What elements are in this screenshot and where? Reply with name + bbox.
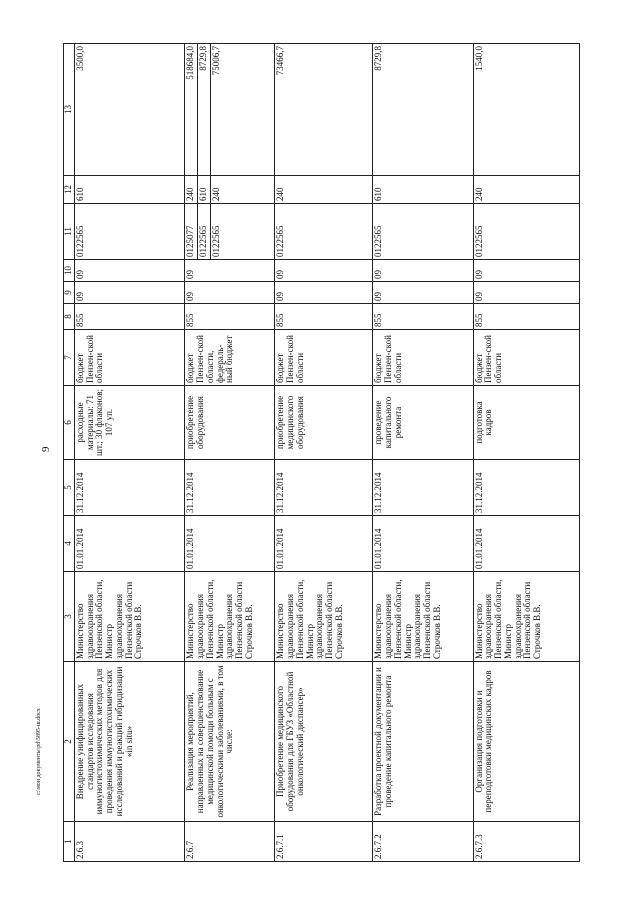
subsection-code: 09 (275, 260, 373, 282)
responsible-executor: Министерство здравоохранения Пензенской области, Министр здравоохранения Пензенской области Строчков В.В. (473, 572, 579, 662)
table-row (185, 44, 275, 862)
amount: 73466,7 (275, 46, 286, 76)
budget-code: 855 (275, 304, 373, 330)
amount: 8729,8 (373, 46, 384, 71)
subsection-code: 09 (75, 260, 185, 282)
target-article-code-cell (185, 204, 275, 260)
expense-type-code: 610 (197, 176, 210, 203)
expected-result: подготовка кадров (473, 386, 579, 460)
target-article-code: 0122565 (197, 204, 210, 259)
expense-type-code: 610 (373, 187, 384, 201)
budget-code: 855 (473, 304, 579, 330)
row-number: 2.6.7.1 (275, 822, 373, 862)
program-table-container (63, 44, 580, 862)
table-row (373, 44, 473, 862)
row-number: 2.6.7.2 (373, 822, 473, 862)
target-article-code: 0122565 (473, 225, 484, 257)
row-number: 2.6.7.3 (473, 822, 579, 862)
target-article-code-cell (473, 204, 579, 260)
responsible-executor: Министерство здравоохранения Пензенской области, Министр здравоохранения Пензенской области Строчков В.В. (373, 572, 473, 662)
target-article-code-cell (373, 204, 473, 260)
section-code: 09 (373, 282, 473, 304)
expense-type-code: 240 (185, 187, 196, 201)
column-header: 2 (64, 662, 75, 822)
amount: 3500,0 (75, 46, 85, 71)
target-article-code: 0122565 (210, 204, 223, 259)
expected-result: проведение капитального ремонта (373, 386, 473, 460)
start-date: 01.01.2014 (473, 516, 579, 572)
amount-cell (473, 44, 579, 176)
responsible-executor: Министерство здравоохранения Пензенской области, Министр здравоохранения Пензенской области Строчков В.В. (75, 572, 185, 662)
expense-type-code-cell (185, 176, 275, 204)
start-date: 01.01.2014 (75, 516, 185, 572)
end-date: 31.12.2014 (473, 460, 579, 516)
row-number: 2.6.3 (75, 822, 185, 862)
expense-type-code-cell (75, 176, 185, 204)
column-header: 3 (64, 572, 75, 662)
section-code: 09 (185, 282, 275, 304)
table-row (75, 44, 185, 862)
amount: 75006,7 (210, 44, 223, 175)
amount: 518684,0 (185, 46, 196, 80)
budget-code: 855 (185, 304, 275, 330)
page-number: 9 (40, 446, 52, 452)
amount-cell (373, 44, 473, 176)
budget-code: 855 (373, 304, 473, 330)
amount-cell (275, 44, 373, 176)
section-code: 09 (275, 282, 373, 304)
budget-code: 855 (75, 304, 185, 330)
file-path-footer: c:\мои документы\pd\5895-ш.docx (36, 708, 42, 795)
target-article-code: 0122565 (275, 225, 286, 257)
column-header: 9 (64, 282, 75, 304)
funding-source: бюджет Пензен-ской области, федераль-ный бюджет (185, 330, 275, 386)
responsible-executor: Министерство здравоохранения Пензенской области, Министр здравоохранения Пензенской области Строчков В.В. (185, 572, 275, 662)
column-header: 1 (64, 822, 75, 862)
expected-result: расходные материалы: 71 шт.; 30 флаконов; 107 уп. (75, 386, 185, 460)
event-name: Приобретение медицинского оборудования для ГБУЗ «Областной онкологический диспансер» (275, 662, 373, 822)
section-code: 09 (75, 282, 185, 304)
target-article-code: 0122565 (373, 225, 384, 257)
target-article-code-cell (275, 204, 373, 260)
column-header: 5 (64, 460, 75, 516)
end-date: 31.12.2014 (185, 460, 275, 516)
end-date: 31.12.2014 (275, 460, 373, 516)
target-article-code: 0122565 (75, 225, 85, 257)
funding-source: бюджет Пензен-ской области (373, 330, 473, 386)
funding-source: бюджет Пензен-ской области (473, 330, 579, 386)
funding-source: бюджет Пензен-ской области (75, 330, 185, 386)
amount-cell (185, 44, 275, 176)
column-header: 6 (64, 386, 75, 460)
expected-result: приобретение медицинского оборудования (275, 386, 373, 460)
expense-type-code: 240 (210, 176, 223, 203)
column-header: 8 (64, 304, 75, 330)
responsible-executor: Министерство здравоохранения Пензенской области, Министр здравоохранения Пензенской области Строчков В.В. (275, 572, 373, 662)
amount: 8729,8 (197, 44, 210, 175)
subsection-code: 09 (185, 260, 275, 282)
expense-type-code-cell (373, 176, 473, 204)
start-date: 01.01.2014 (275, 516, 373, 572)
subsection-code: 09 (373, 260, 473, 282)
event-name: Внедрение унифицированных стандартов исследования иммуногистохимических методов для проведения иммуногистохимических исследований и реакций гибридизации «in situ» (75, 662, 185, 822)
expense-type-code-cell (473, 176, 579, 204)
row-number: 2.6.7 (185, 822, 275, 862)
expected-result: приобретение оборудования (185, 386, 275, 460)
column-header: 13 (64, 44, 75, 176)
end-date: 31.12.2014 (373, 460, 473, 516)
subsection-code: 09 (473, 260, 579, 282)
program-table (63, 43, 580, 862)
end-date: 31.12.2014 (75, 460, 185, 516)
amount-cell (75, 44, 185, 176)
table-body (75, 44, 580, 862)
column-header: 11 (64, 204, 75, 260)
start-date: 01.01.2014 (185, 516, 275, 572)
column-header: 10 (64, 260, 75, 282)
target-article-code: 0125077 (185, 225, 196, 257)
amount: 1540,0 (473, 46, 484, 71)
target-article-code-cell (75, 204, 185, 260)
column-header: 4 (64, 516, 75, 572)
section-code: 09 (473, 282, 579, 304)
table-row (275, 44, 373, 862)
event-name: Реализация мероприятий, направленных на совершенствование медицинской помощи больным с онкологическими заболеваниями, в том числе: (185, 662, 275, 822)
table-row (473, 44, 579, 862)
column-header: 12 (64, 176, 75, 204)
header-row (64, 44, 75, 862)
funding-source: бюджет Пензен-ской области (275, 330, 373, 386)
expense-type-code: 610 (75, 187, 85, 201)
expense-type-code: 240 (275, 187, 286, 201)
expense-type-code: 240 (473, 187, 484, 201)
start-date: 01.01.2014 (373, 516, 473, 572)
expense-type-code-cell (275, 176, 373, 204)
column-header: 7 (64, 330, 75, 386)
event-name: Организация подготовки и переподготовки медицинских кадров (473, 662, 579, 822)
event-name: Разработка проектной документации и проведение капитального ремонта (373, 662, 473, 822)
